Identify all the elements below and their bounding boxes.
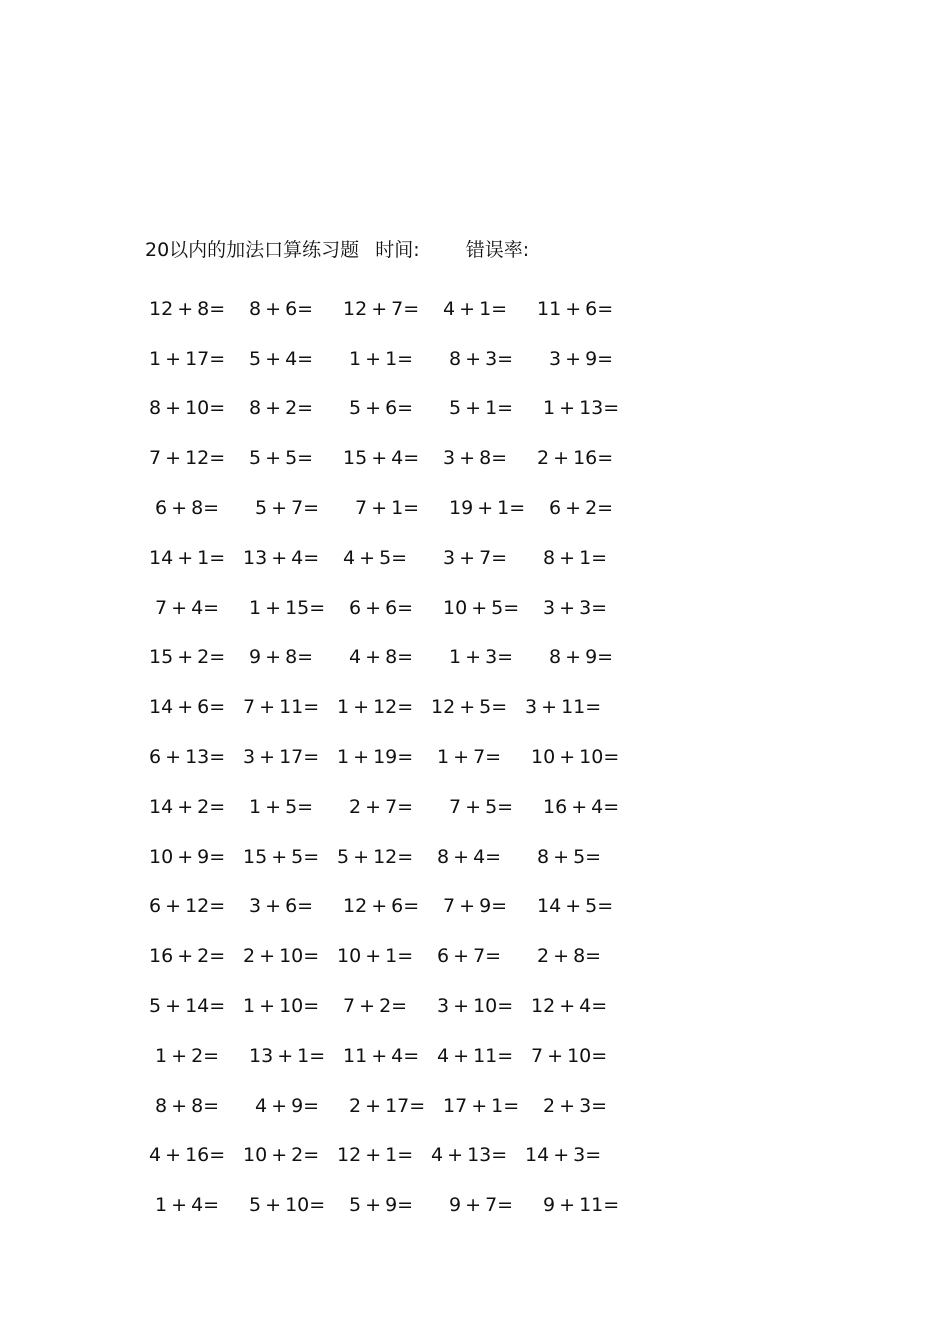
problem-cell: 8 + 2= xyxy=(249,397,314,420)
worksheet-header xyxy=(145,236,529,264)
problem-cell: 8 + 8= xyxy=(155,1094,220,1117)
problem-cell: 3 + 3= xyxy=(543,596,608,619)
problem-cell: 1 + 19= xyxy=(337,746,414,769)
problem-cell: 10 + 9= xyxy=(149,845,226,868)
problem-cell: 2 + 3= xyxy=(543,1094,608,1117)
problem-cell: 17 + 1= xyxy=(443,1094,520,1117)
problem-cell: 9 + 7= xyxy=(449,1194,514,1217)
problem-cell: 19 + 1= xyxy=(449,497,526,520)
problem-row xyxy=(145,483,645,533)
problem-cell: 6 + 8= xyxy=(155,497,220,520)
problem-cell: 14 + 1= xyxy=(149,546,226,569)
problem-cell: 5 + 14= xyxy=(149,995,226,1018)
problem-cell: 16 + 2= xyxy=(149,945,226,968)
problem-cell: 2 + 10= xyxy=(243,945,320,968)
problem-cell: 2 + 8= xyxy=(537,945,602,968)
problem-cell: 6 + 12= xyxy=(149,895,226,918)
problem-cell: 9 + 11= xyxy=(543,1194,620,1217)
problem-row xyxy=(145,633,645,683)
problem-cell: 10 + 2= xyxy=(243,1144,320,1167)
problem-cell: 1 + 3= xyxy=(449,646,514,669)
problem-row xyxy=(145,1131,645,1181)
problem-cell: 8 + 5= xyxy=(537,845,602,868)
problem-row xyxy=(145,981,645,1031)
problem-cell: 1 + 5= xyxy=(249,795,314,818)
problem-cell: 10 + 1= xyxy=(337,945,414,968)
problem-cell: 7 + 12= xyxy=(149,447,226,470)
problem-cell: 15 + 2= xyxy=(149,646,226,669)
problem-row xyxy=(145,583,645,633)
problem-cell: 3 + 6= xyxy=(249,895,314,918)
problem-cell: 3 + 17= xyxy=(243,746,320,769)
problem-cell: 14 + 2= xyxy=(149,795,226,818)
problem-cell: 4 + 1= xyxy=(443,297,508,320)
problem-cell: 12 + 8= xyxy=(149,297,226,320)
problem-cell: 3 + 11= xyxy=(525,696,602,719)
problem-row xyxy=(145,533,645,583)
problem-cell: 12 + 1= xyxy=(337,1144,414,1167)
problem-row xyxy=(145,882,645,932)
problem-cell: 4 + 5= xyxy=(343,546,408,569)
problem-cell: 1 + 12= xyxy=(337,696,414,719)
problem-cell: 3 + 7= xyxy=(443,546,508,569)
problem-cell: 11 + 4= xyxy=(343,1044,420,1067)
problem-cell: 1 + 17= xyxy=(149,347,226,370)
problem-cell: 10 + 10= xyxy=(531,746,620,769)
problem-row xyxy=(145,1031,645,1081)
problem-row xyxy=(145,433,645,483)
problem-cell: 11 + 6= xyxy=(537,297,614,320)
error-rate-label: 错误率: xyxy=(465,239,530,261)
problem-cell: 2 + 17= xyxy=(349,1094,426,1117)
problem-cell: 8 + 9= xyxy=(549,646,614,669)
problem-cell: 2 + 16= xyxy=(537,447,614,470)
problem-cell: 3 + 9= xyxy=(549,347,614,370)
problem-cell: 12 + 5= xyxy=(431,696,508,719)
problem-cell: 5 + 6= xyxy=(349,397,414,420)
problem-row xyxy=(145,832,645,882)
problem-cell: 5 + 4= xyxy=(249,347,314,370)
problem-cell: 1 + 7= xyxy=(437,746,502,769)
problem-cell: 7 + 9= xyxy=(443,895,508,918)
problem-cell: 8 + 3= xyxy=(449,347,514,370)
problem-cell: 12 + 4= xyxy=(531,995,608,1018)
problem-cell: 1 + 13= xyxy=(543,397,620,420)
problem-row xyxy=(145,1180,645,1230)
problem-cell: 15 + 4= xyxy=(343,447,420,470)
problem-cell: 5 + 7= xyxy=(255,497,320,520)
problem-cell: 2 + 7= xyxy=(349,795,414,818)
problem-row xyxy=(145,732,645,782)
problem-row xyxy=(145,682,645,732)
problem-cell: 5 + 12= xyxy=(337,845,414,868)
problem-cell: 3 + 10= xyxy=(437,995,514,1018)
problem-cell: 15 + 5= xyxy=(243,845,320,868)
problem-cell: 4 + 8= xyxy=(349,646,414,669)
problem-cell: 7 + 11= xyxy=(243,696,320,719)
problem-cell: 14 + 3= xyxy=(525,1144,602,1167)
problem-cell: 12 + 7= xyxy=(343,297,420,320)
worksheet-title: 20以内的加法口算练习题 xyxy=(145,239,360,261)
problem-row xyxy=(145,782,645,832)
problem-cell: 6 + 13= xyxy=(149,746,226,769)
problem-cell: 8 + 4= xyxy=(437,845,502,868)
problem-cell: 5 + 5= xyxy=(249,447,314,470)
problem-row xyxy=(145,931,645,981)
problem-cell: 8 + 6= xyxy=(249,297,314,320)
problem-cell: 12 + 6= xyxy=(343,895,420,918)
problem-cell: 6 + 2= xyxy=(549,497,614,520)
problem-cell: 8 + 10= xyxy=(149,397,226,420)
problem-cell: 14 + 6= xyxy=(149,696,226,719)
problem-cell: 1 + 4= xyxy=(155,1194,220,1217)
problem-cell: 3 + 8= xyxy=(443,447,508,470)
problem-row xyxy=(145,334,645,384)
problem-cell: 1 + 1= xyxy=(349,347,414,370)
problem-cell: 7 + 5= xyxy=(449,795,514,818)
problem-cell: 8 + 1= xyxy=(543,546,608,569)
problem-grid xyxy=(145,284,645,1230)
problem-cell: 13 + 4= xyxy=(243,546,320,569)
problem-cell: 4 + 11= xyxy=(437,1044,514,1067)
problem-cell: 16 + 4= xyxy=(543,795,620,818)
problem-cell: 7 + 4= xyxy=(155,596,220,619)
time-label: 时间: xyxy=(375,239,420,261)
problem-cell: 4 + 13= xyxy=(431,1144,508,1167)
problem-cell: 6 + 7= xyxy=(437,945,502,968)
problem-row xyxy=(145,384,645,434)
problem-cell: 7 + 10= xyxy=(531,1044,608,1067)
problem-cell: 7 + 1= xyxy=(355,497,420,520)
problem-cell: 14 + 5= xyxy=(537,895,614,918)
problem-cell: 7 + 2= xyxy=(343,995,408,1018)
problem-cell: 5 + 9= xyxy=(349,1194,414,1217)
problem-cell: 6 + 6= xyxy=(349,596,414,619)
problem-cell: 4 + 16= xyxy=(149,1144,226,1167)
problem-cell: 5 + 1= xyxy=(449,397,514,420)
problem-cell: 1 + 15= xyxy=(249,596,326,619)
problem-row xyxy=(145,284,645,334)
problem-cell: 9 + 8= xyxy=(249,646,314,669)
problem-cell: 4 + 9= xyxy=(255,1094,320,1117)
problem-row xyxy=(145,1081,645,1131)
problem-cell: 1 + 10= xyxy=(243,995,320,1018)
problem-cell: 13 + 1= xyxy=(249,1044,326,1067)
problem-cell: 1 + 2= xyxy=(155,1044,220,1067)
problem-cell: 10 + 5= xyxy=(443,596,520,619)
problem-cell: 5 + 10= xyxy=(249,1194,326,1217)
